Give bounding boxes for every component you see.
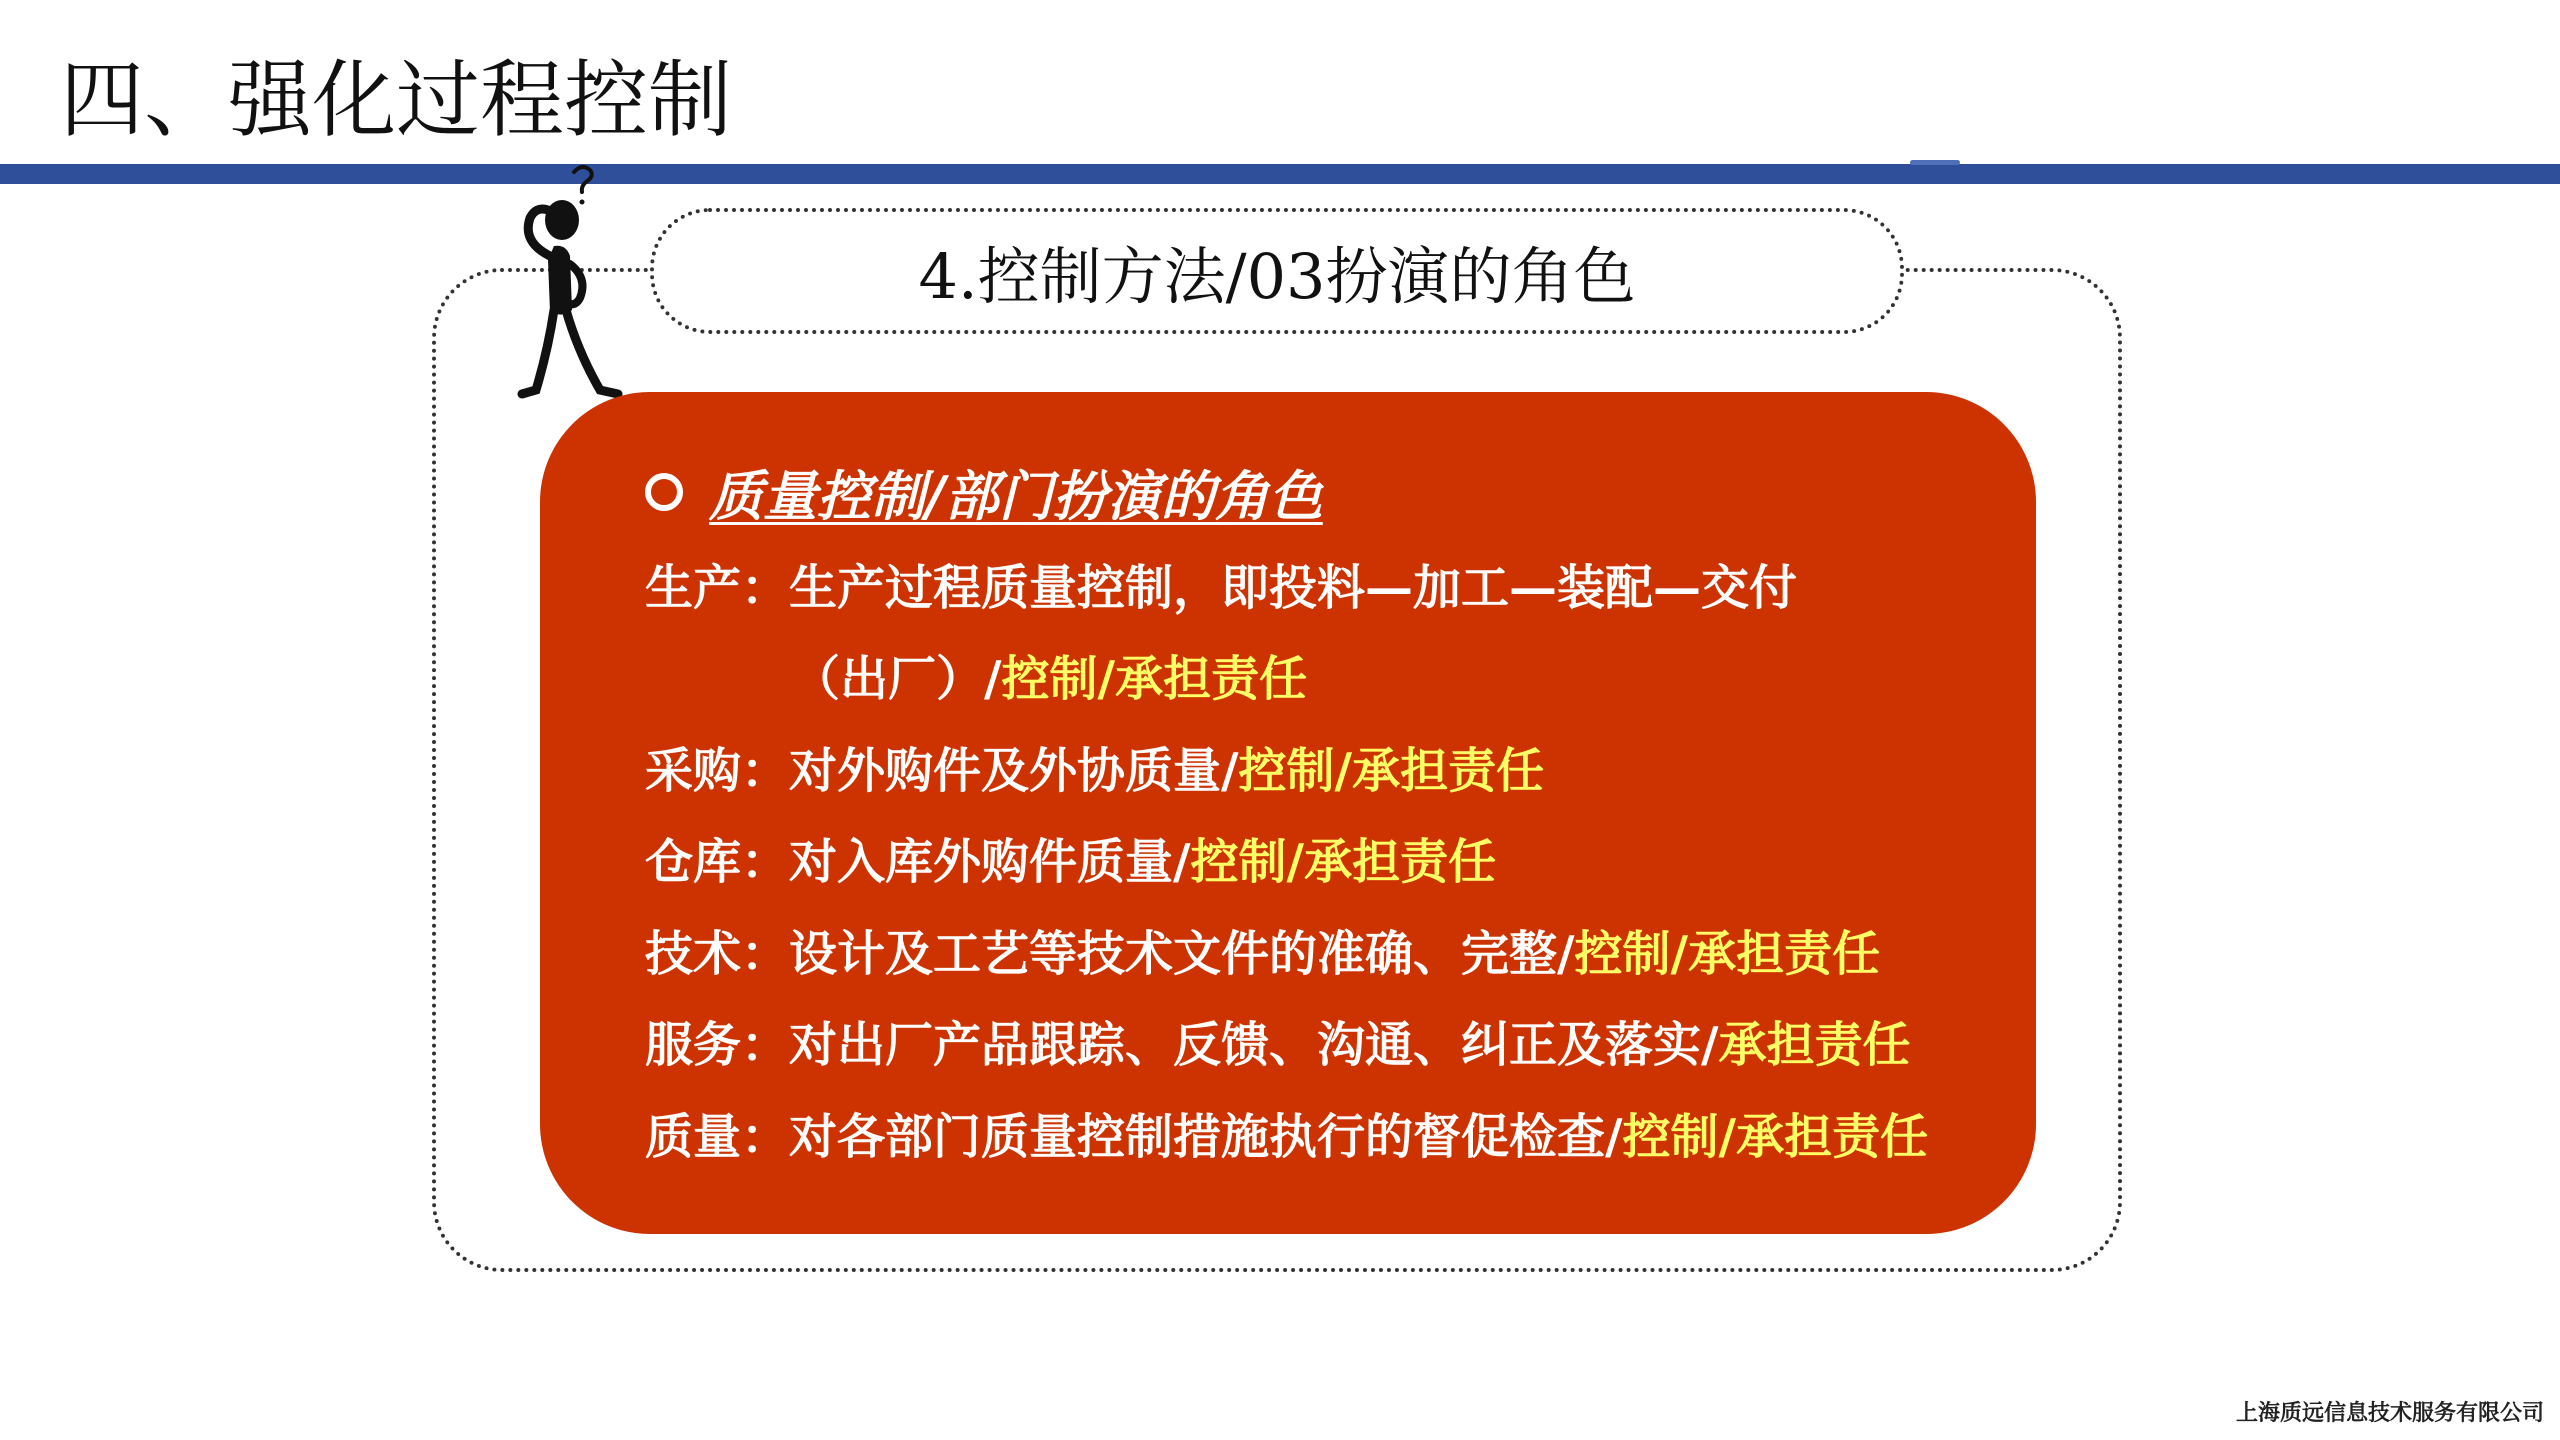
role-line-highlight: 控制/承担责任 bbox=[1190, 834, 1497, 890]
role-line-text: 生产：生产过程质量控制，即投料—加工—装配—交付 bbox=[645, 560, 1798, 616]
role-line-text: 服务：对出厂产品跟踪、反馈、沟通、纠正及落实/ bbox=[645, 1017, 1719, 1073]
panel-heading bbox=[645, 455, 1323, 529]
role-line-technology bbox=[645, 922, 1880, 986]
role-line-text: 采购：对外购件及外协质量/ bbox=[645, 743, 1239, 799]
method-title: 4.控制方法/03扮演的角色 bbox=[918, 239, 1636, 313]
circle-bullet-icon bbox=[645, 473, 683, 511]
role-line-warehouse bbox=[645, 830, 1496, 894]
role-line-production bbox=[645, 556, 1797, 620]
role-line-highlight: 控制/承担责任 bbox=[1574, 926, 1881, 982]
title-divider-accent bbox=[1910, 160, 1960, 165]
role-line-production-cont bbox=[792, 647, 1307, 711]
role-line-highlight: 承担责任 bbox=[1718, 1017, 1911, 1073]
role-line-quality bbox=[645, 1105, 1928, 1169]
method-box bbox=[650, 208, 1904, 334]
role-line-highlight: 控制/承担责任 bbox=[1622, 1109, 1929, 1165]
thinking-figure-icon bbox=[492, 160, 642, 410]
footer-company-name: 上海质远信息技术服务有限公司 bbox=[2235, 1400, 2544, 1426]
slide-title: 四、强化过程控制 bbox=[60, 51, 733, 149]
role-line-highlight: 控制/承担责任 bbox=[1001, 651, 1308, 707]
role-line-text: 质量：对各部门质量控制措施执行的督促检查/ bbox=[645, 1109, 1623, 1165]
role-line-highlight: 控制/承担责任 bbox=[1238, 743, 1545, 799]
role-line-text: 仓库：对入库外购件质量/ bbox=[645, 834, 1191, 890]
title-divider bbox=[0, 164, 2560, 184]
panel-heading-text: 质量控制/部门扮演的角色 bbox=[709, 463, 1323, 528]
role-line-purchasing bbox=[645, 739, 1544, 803]
role-line-service bbox=[645, 1013, 1911, 1077]
role-line-text: 技术：设计及工艺等技术文件的准确、完整/ bbox=[645, 926, 1575, 982]
role-line-text: （出厂）/ bbox=[792, 651, 1002, 707]
